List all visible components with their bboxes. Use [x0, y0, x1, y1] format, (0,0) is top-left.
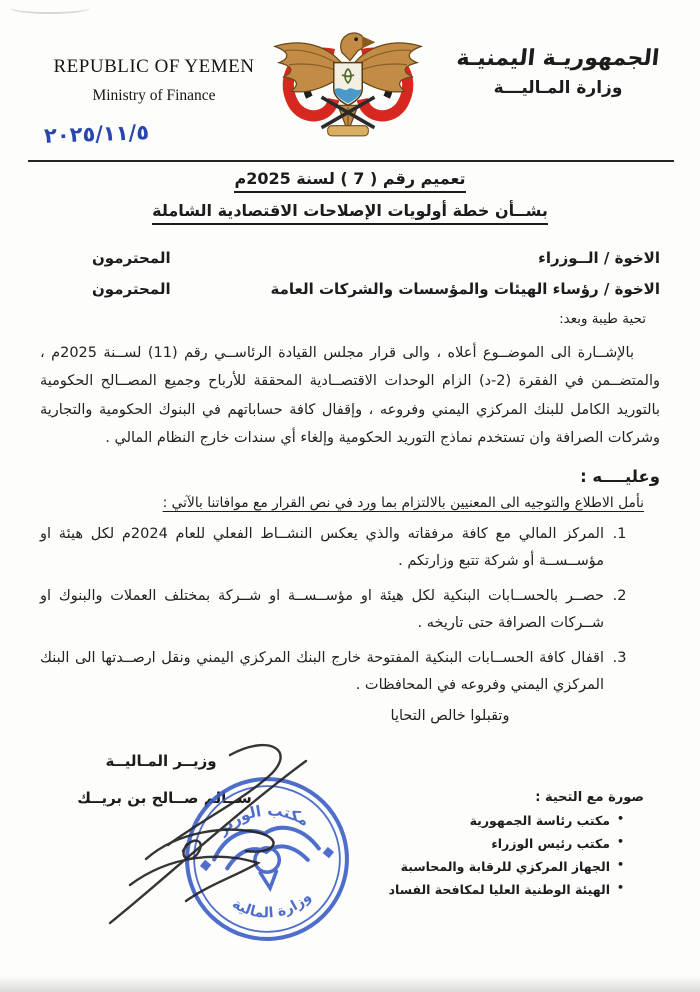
directive-item: 1. المركز المالي مع كافة مرفقاته والذي يعكس النشــاط الفعلي للعام 2024م لكل هيئة او مؤســســة أو شركة تتبع وزارتكم .	[40, 521, 608, 576]
therefore-heading: وعليــــه :	[580, 466, 660, 486]
instruction-line: نأمل الاطلاع والتوجيه الى المعنيين بالالتزام بما ورد في نص القرار مع موافاتنا بالآتي :	[162, 494, 644, 511]
signatory-name: ســالم صــالح بن بريــك	[77, 789, 252, 807]
signature-scribble	[88, 733, 328, 933]
addressees	[40, 249, 660, 298]
addressee-name: الاخوة / رؤساء الهيئات والمؤسسات والشركات العامة	[270, 280, 660, 298]
directive-item: 3. اقفال كافة الحســابات البنكية المفتوحة خارج البنك المركزي اليمني ونقل ارصــدتها الى البنك المركزي اليمني وفروعه في المحافظات .	[40, 645, 608, 700]
scan-bottom-shadow	[0, 976, 700, 992]
copy-recipient: • مكتب رئيس الوزراء	[344, 836, 624, 851]
directive-item: 2. حصــر بالحســابات البنكية لكل هيئة او مؤســســة او شــركة بمختلف العملات والبنوك او شــركات الصرافة حتى تاريخه .	[40, 583, 608, 638]
copy-recipient: • الجهاز المركزي للرقابة والمحاسبة	[344, 859, 624, 874]
circular-subject-title: بشــأن خطة أولويات الإصلاحات الاقتصادية الشاملة	[152, 201, 548, 225]
copies-heading: صورة مع التحية :	[535, 790, 644, 805]
greeting-line: تحية طيبة وبعد:	[559, 311, 646, 327]
addressee-name: الاخوة / الــوزراء	[538, 249, 660, 267]
stamp-bottom-text: وزارة المالية	[229, 888, 315, 922]
copy-recipient: • مكتب رئاسة الجمهورية	[344, 813, 624, 828]
yemen-coat-of-arms-icon	[270, 24, 426, 144]
letter-body	[40, 169, 660, 724]
copies-list	[344, 813, 624, 897]
letter-title	[40, 169, 660, 225]
addressee-row	[40, 280, 660, 298]
country-name-arabic: الجمهوريـة اليمنيـة	[455, 46, 661, 71]
addressee-honorific: المحترمون	[92, 249, 171, 267]
country-name-english: REPUBLIC OF YEMEN	[53, 56, 255, 77]
copy-distribution	[344, 790, 644, 905]
closing-salutation: وتقبلوا خالص التحايا	[390, 707, 510, 724]
scan-artifact	[10, 2, 90, 14]
ministry-name-english: Ministry of Finance	[92, 87, 216, 104]
copy-recipient: • الهيئة الوطنية العليا لمكافحة الفساد	[344, 882, 624, 897]
addressee-honorific: المحترمون	[92, 280, 171, 298]
header-divider	[28, 160, 674, 162]
addressee-row	[40, 249, 660, 267]
header-arabic	[438, 46, 678, 98]
circular-number-title: تعميم رقم ( 7 ) لسنة 2025م	[234, 169, 465, 193]
signatory-title: وزيــر المـاليــة	[105, 752, 217, 770]
directives-list	[40, 521, 632, 700]
body-paragraph: بالإشــارة الى الموضــوع أعلاه ، والى قرار مجلس القيادة الرئاســي رقم (11) لســنة 2025م ، والمتضــمن في الفقرة (2-د) الزام الوحدات الاقتصــادية المحققة للأرباح وجميع المصــالح الحكومية بالتوريد الكامل للبنك المركزي اليمني وفروعه ، وإقفال كافة حساباتهم في البنوك الحكومية والتجارية وشركات الصرافة وان تستخدم نماذج التوريد الحكومية وإلغاء أي سندات خارج النظام المالي .	[40, 345, 660, 446]
header-english	[44, 56, 264, 105]
stamp-top-text: مكتب الوزير	[213, 801, 313, 839]
handwritten-date: ٢٠٢٥/١١/٥	[43, 120, 150, 148]
ministry-name-arabic: وزارة المـاليـــة	[493, 78, 623, 98]
